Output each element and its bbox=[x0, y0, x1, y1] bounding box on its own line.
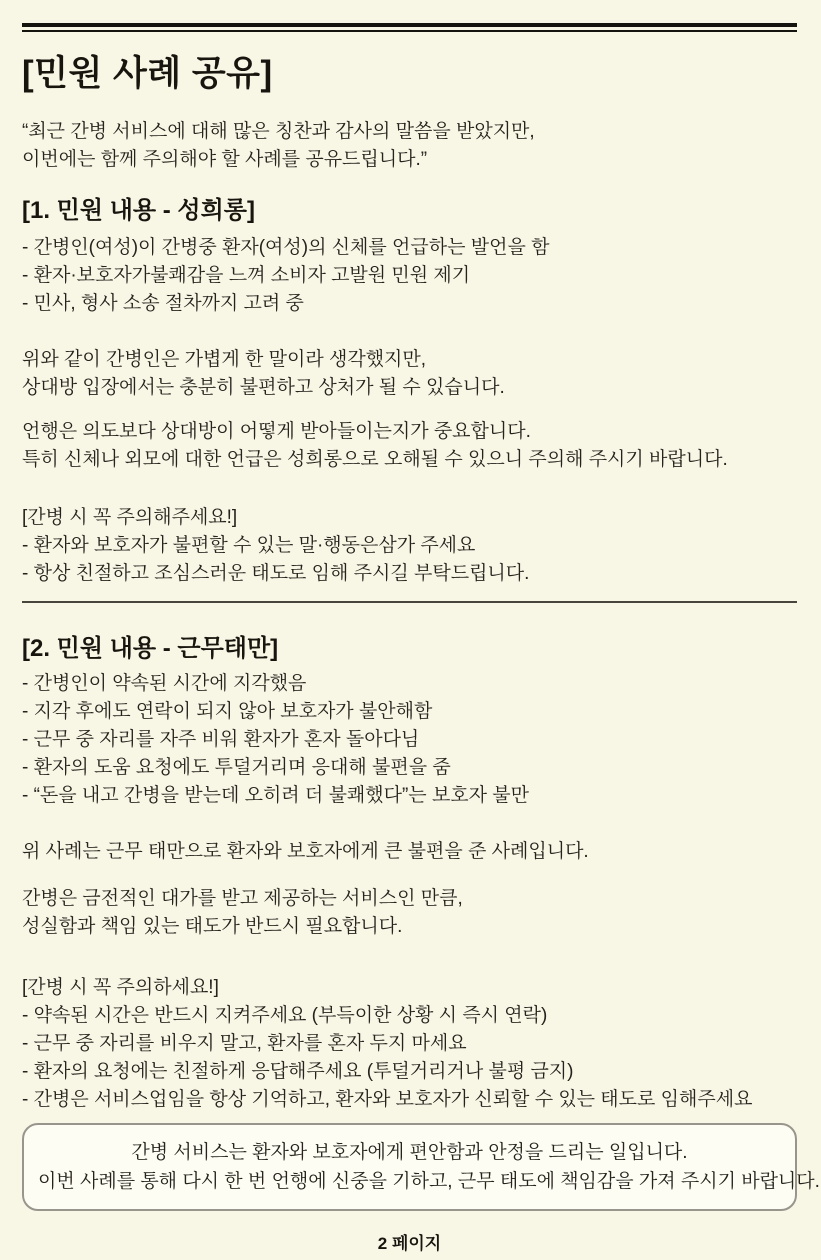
section2-caution-block bbox=[22, 974, 797, 1114]
caution-item: - 근무 중 자리를 비우지 말고, 환자를 혼자 두지 마세요 bbox=[22, 1033, 467, 1054]
page-title: [민원 사례 공유] bbox=[22, 54, 273, 93]
bullet-item: - 환자의 도움 요청에도 투덜거리며 응대해 불편을 줌 bbox=[22, 757, 451, 778]
caution-item: - 약속된 시간은 반드시 지켜주세요 (부득이한 상황 시 즉시 연락) bbox=[22, 1005, 548, 1026]
bullet-item: - 간병인(여성)이 간병중 환자(여성)의 신체를 언급하는 발언을 함 bbox=[22, 237, 550, 258]
caution-item: - 항상 친절하고 조심스러운 태도로 임해 주시길 부탁드립니다. bbox=[22, 563, 530, 584]
bullet-item: - “돈을 내고 간병을 받는데 오히려 더 불쾌했다”는 보호자 불만 bbox=[22, 785, 529, 806]
notice-line: 이번 사례를 통해 다시 한 번 언행에 신중을 기하고, 근무 태도에 책임감을 가져 주시기 바랍니다. bbox=[38, 1171, 820, 1192]
top-rule-thick-line bbox=[22, 23, 797, 27]
section2-bullet-list bbox=[22, 670, 797, 810]
section-divider bbox=[22, 601, 797, 603]
paragraph-line: 상대방 입장에서는 충분히 불편하고 상처가 될 수 있습니다. bbox=[22, 377, 505, 398]
section1-paragraph-1 bbox=[22, 346, 797, 402]
notice-line: 간병 서비스는 환자와 보호자에게 편안함과 안정을 드리는 일입니다. bbox=[131, 1142, 688, 1163]
top-rule-thin-line bbox=[22, 30, 797, 32]
bullet-item: - 근무 중 자리를 자주 비워 환자가 혼자 돌아다님 bbox=[22, 729, 420, 750]
bullet-item: - 간병인이 약속된 시간에 지각했음 bbox=[22, 673, 307, 694]
section1-heading: [1. 민원 내용 - 성희롱] bbox=[22, 197, 255, 224]
section1-paragraph-2 bbox=[22, 418, 797, 474]
caution-item: - 환자와 보호자가 불편할 수 있는 말·행동은삼가 주세요 bbox=[22, 535, 476, 556]
caution-title: [간병 시 꼭 주의해주세요!] bbox=[22, 507, 238, 528]
caution-item: - 간병은 서비스업임을 항상 기억하고, 환자와 보호자가 신뢰할 수 있는 태도로 임해주세요 bbox=[22, 1089, 753, 1110]
bullet-item: - 환자·보호자가불쾌감을 느껴 소비자 고발원 민원 제기 bbox=[22, 265, 471, 286]
bullet-item: - 지각 후에도 연락이 되지 않아 보호자가 불안해함 bbox=[22, 701, 433, 722]
paragraph-line: 특히 신체나 외모에 대한 언급은 성희롱으로 오해될 수 있으니 주의해 주시기 바랍니다. bbox=[22, 449, 728, 470]
intro-quote bbox=[22, 118, 797, 174]
page-number: 2 페이지 bbox=[377, 1234, 442, 1253]
section1-bullet-list bbox=[22, 234, 797, 318]
section2-paragraph-2 bbox=[22, 885, 797, 941]
section1-caution-block bbox=[22, 504, 797, 588]
paragraph-line: 위와 같이 간병인은 가볍게 한 말이라 생각했지만, bbox=[22, 349, 427, 370]
bullet-item: - 민사, 형사 소송 절차까지 고려 중 bbox=[22, 293, 304, 314]
paragraph-line: 간병은 금전적인 대가를 받고 제공하는 서비스인 만큼, bbox=[22, 888, 463, 909]
paragraph-line: 위 사례는 근무 태만으로 환자와 보호자에게 큰 불편을 준 사례입니다. bbox=[22, 841, 589, 862]
intro-line: 이번에는 함께 주의해야 할 사례를 공유드립니다.” bbox=[22, 149, 428, 170]
paragraph-line: 성실함과 책임 있는 태도가 반드시 필요합니다. bbox=[22, 916, 403, 937]
notice-box bbox=[22, 1123, 820, 1211]
intro-line: “최근 간병 서비스에 대해 많은 칭찬과 감사의 말씀을 받았지만, bbox=[22, 121, 535, 142]
section2-paragraph-1 bbox=[22, 838, 797, 866]
paragraph-line: 언행은 의도보다 상대방이 어떻게 받아들이는지가 중요합니다. bbox=[22, 421, 531, 442]
section2-heading: [2. 민원 내용 - 근무태만] bbox=[22, 635, 279, 662]
caution-title: [간병 시 꼭 주의하세요!] bbox=[22, 977, 219, 998]
caution-item: - 환자의 요청에는 친절하게 응답해주세요 (투덜거리거나 불평 금지) bbox=[22, 1061, 574, 1082]
top-rule bbox=[22, 23, 797, 32]
